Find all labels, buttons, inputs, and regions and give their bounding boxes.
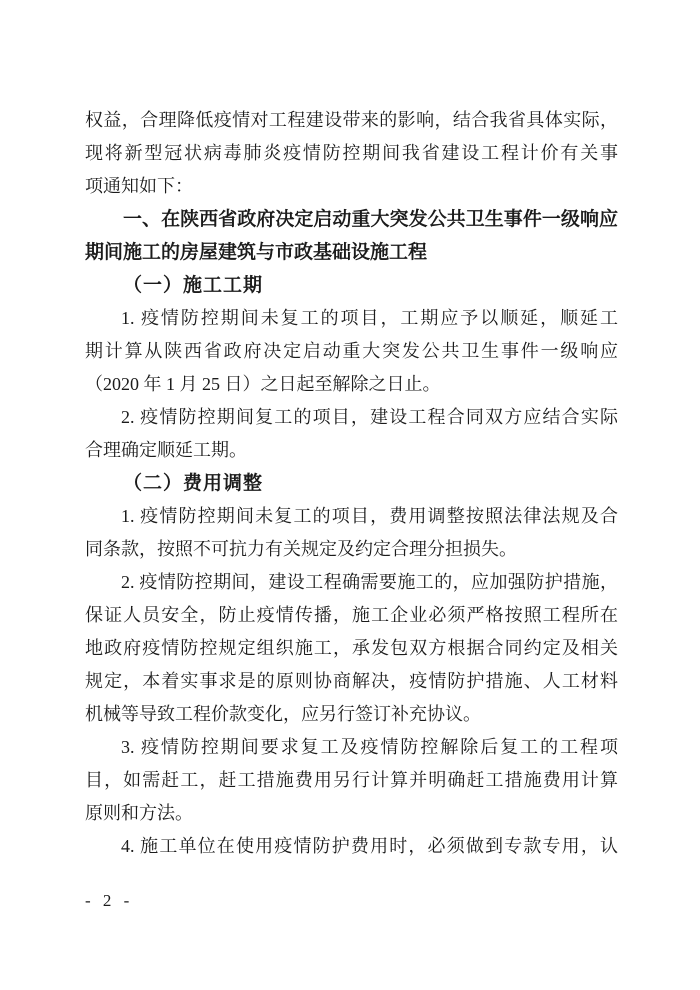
text-line: 4. 施工单位在使用疫情防护费用时，必须做到专款专用，认 (121, 836, 618, 856)
item-1-2-1 (85, 500, 618, 566)
text-line: 2. 疫情防控期间复工的项目，建设工程合同双方应结合实际 (121, 407, 618, 427)
text-line: 3. 疫情防控期间要求复工及疫情防控解除后复工的工程项 (121, 737, 618, 757)
text-line: 目，如需赶工，赶工措施费用另行计算并明确赶工措施费用计算 (85, 770, 618, 790)
heading-line: （一）施工工期 (123, 275, 264, 296)
page-number: - 2 - (85, 891, 134, 910)
text-line: 地政府疫情防控规定组织施工，承发包双方根据合同约定及相关 (85, 638, 618, 658)
heading-line: 一、在陕西省政府决定启动重大突发公共卫生事件一级响应 (123, 209, 618, 230)
section-1-heading (85, 203, 618, 269)
text-line: 规定，本着实事求是的原则协商解决，疫情防护措施、人工材料 (85, 671, 618, 691)
heading-line: （二）费用调整 (123, 473, 264, 494)
text-line: 同条款，按照不可抗力有关规定及约定合理分担损失。 (85, 539, 517, 559)
text-line: 2. 疫情防控期间，建设工程确需要施工的，应加强防护措施， (121, 572, 618, 592)
text-line: 现将新型冠状病毒肺炎疫情防控期间我省建设工程计价有关事 (85, 143, 618, 163)
item-1-1-2 (85, 401, 618, 467)
text-line: 期计算从陕西省政府决定启动重大突发公共卫生事件一级响应 (85, 341, 618, 361)
subsection-1-2-heading (85, 467, 618, 500)
subsection-1-1-heading (85, 269, 618, 302)
text-line: 权益，合理降低疫情对工程建设带来的影响，结合我省具体实际， (85, 110, 618, 130)
item-1-2-3 (85, 731, 618, 830)
item-1-2-2 (85, 566, 618, 731)
text-line: 项通知如下： (85, 176, 193, 196)
text-line: 合理确定顺延工期。 (85, 440, 247, 460)
text-line: 机械等导致工程价款变化，应另行签订补充协议。 (85, 704, 481, 724)
text-line: 保证人员安全，防止疫情传播，施工企业必须严格按照工程所在 (85, 605, 618, 625)
item-1-1-1 (85, 302, 618, 401)
text-line: 原则和方法。 (85, 803, 193, 823)
item-1-2-4 (85, 830, 618, 863)
text-line: 1. 疫情防控期间未复工的项目，工期应予以顺延，顺延工 (121, 308, 618, 328)
text-line: （2020 年 1 月 25 日）之日起至解除之日止。 (85, 374, 441, 394)
text-line: 1. 疫情防控期间未复工的项目，费用调整按照法律法规及合 (121, 506, 618, 526)
intro-paragraph (85, 104, 618, 203)
heading-line: 期间施工的房屋建筑与市政基础设施工程 (85, 242, 428, 263)
document-body (85, 104, 618, 863)
